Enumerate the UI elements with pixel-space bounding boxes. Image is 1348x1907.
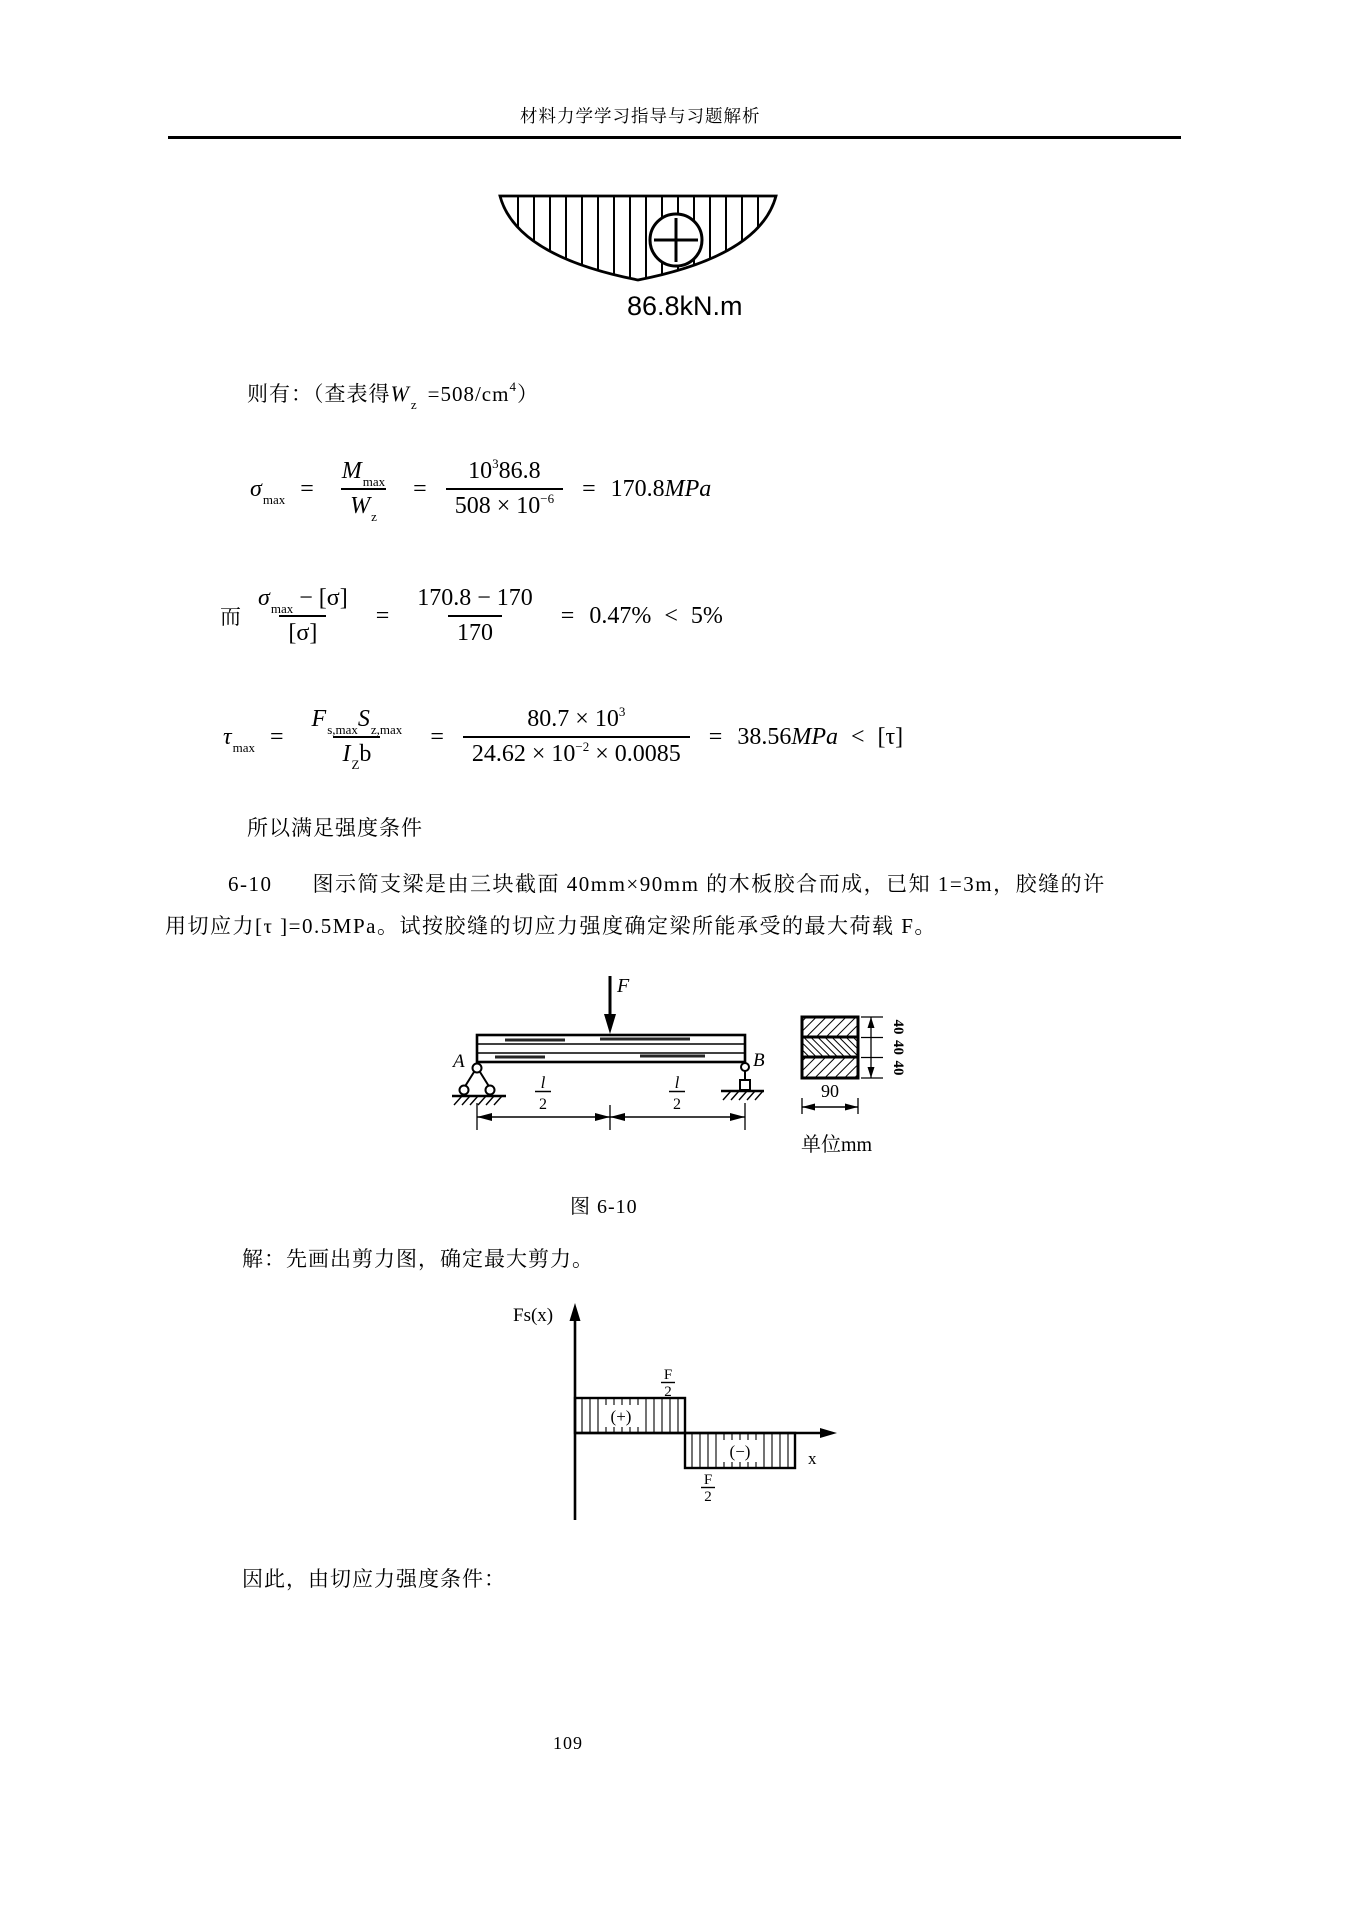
formula-stress-check: 而 $\frac{\sigma\max - [\sigma]}{[\sigma]}$ = $\frac{170.8 - 170}{170}$ = 0.47% < 5%	[220, 585, 723, 646]
frac-tau-numeric: $\frac{80.7 \times 103}{24.62 \times 10-2 \times 0.0085}$	[463, 706, 690, 768]
dim-arrow-icon	[610, 1113, 625, 1121]
frac-sigma-numeric: $\frac{10386.8}{508 \times 10-6}$	[446, 458, 563, 520]
svg-text:2: 2	[664, 1384, 672, 1400]
board-stack	[802, 1017, 858, 1078]
dim-arrow-icon	[845, 1104, 858, 1111]
moment-value-label: 86.8kN.m	[627, 291, 743, 321]
check-prefix: 而	[220, 605, 241, 629]
bending-moment-diagram	[498, 192, 780, 292]
then-sup: 4	[509, 379, 517, 394]
y-axis-arrowhead-icon	[570, 1303, 581, 1321]
formula-tau-max: τmax = $\frac{\text{Fs,maxSz,max}}{\text{IZb}}$ = $\frac{80.7 \times 103}{24.62 \times 10-2 \times 0.0085}$ = 38.56MPa < [τ]	[223, 704, 904, 772]
sigma-var: σ	[250, 475, 262, 502]
negative-label: (−)	[729, 1442, 751, 1461]
pos-value-fraction	[661, 1367, 675, 1400]
svg-text:F: F	[703, 1472, 713, 1488]
wz-var: W	[390, 381, 410, 406]
dim-left-num: l	[540, 1073, 546, 1092]
dim-arrow-icon	[868, 1017, 875, 1028]
then-prefix: 则有：（查表得	[247, 382, 391, 406]
svg-text:2: 2	[704, 1489, 712, 1505]
width-label: 90	[821, 1081, 839, 1101]
unit-note: 单位mm	[801, 1134, 873, 1156]
force-arrowhead-icon	[604, 1014, 616, 1034]
positive-label: (+)	[610, 1407, 632, 1426]
check-limit: 5%	[690, 602, 723, 629]
figure-caption: 图 6-10	[570, 1196, 638, 1218]
height-dimension	[861, 1017, 906, 1078]
problem-line-1	[228, 868, 1106, 898]
dim-left-den: 2	[539, 1096, 547, 1113]
dim-arrow-icon	[595, 1113, 610, 1121]
problem-number: 6-10	[228, 872, 273, 896]
conclusion-line: 所以满足强度条件	[247, 816, 423, 840]
tau-limit: [τ]	[877, 723, 904, 750]
problem-text-1: 图示简支梁是由三块截面 40mm×90mm 的木板胶合而成，已知 1=3m，胶缝的许	[312, 872, 1106, 896]
moment-hatch-lines	[518, 196, 758, 284]
board-texture	[495, 1039, 705, 1057]
support-b-label: B	[753, 1050, 765, 1071]
force-label: F	[617, 975, 630, 997]
glue-lines	[477, 1044, 745, 1053]
tau-unit: MPa	[791, 723, 838, 750]
page-number: 109	[553, 1733, 583, 1753]
moment-curve-outline	[500, 196, 776, 280]
formula-sigma-max: σmax = $\frac{Mmax}{Wz}$ = $\frac{10386.8}{508 \times 10-6}$ = 170.8MPa	[250, 456, 712, 524]
height-label-3: 40	[890, 1060, 906, 1076]
tau-var: τ	[223, 723, 232, 750]
x-axis-label: x	[808, 1449, 817, 1468]
frac-fs-smax: $\frac{\text{Fs,maxSz,max}}{\text{IZb}}$	[311, 706, 403, 772]
dim-arrow-icon	[477, 1113, 492, 1121]
header-rule	[168, 136, 1181, 139]
dim-arrow-icon	[730, 1113, 745, 1121]
page-header-title: 材料力学学习指导与习题解析	[520, 106, 761, 126]
beam-diagram	[450, 962, 780, 1147]
dim-right-num: l	[674, 1073, 680, 1092]
height-label-2: 40	[890, 1040, 906, 1055]
frac-mmax-wz: $\frac{Mmax}{Wz}$	[341, 458, 386, 524]
span-dimension	[477, 1073, 745, 1130]
frac-sigma-check: $\frac{\sigma\max - [\sigma]}{[\sigma]}$	[258, 585, 348, 646]
width-dimension	[802, 1081, 858, 1114]
dim-right-den: 2	[673, 1096, 681, 1113]
cross-section-diagram	[795, 1008, 945, 1163]
dim-arrow-icon	[868, 1067, 875, 1078]
check-result: 0.47%	[589, 602, 652, 629]
dim-arrow-icon	[802, 1104, 815, 1111]
tau-result: 38.56	[737, 723, 792, 750]
svg-text:F: F	[663, 1367, 673, 1383]
neg-value-fraction	[701, 1472, 715, 1505]
then-value: =508/cm	[427, 382, 510, 406]
shear-force-diagram	[505, 1298, 875, 1528]
wz-sub: z	[410, 397, 418, 412]
solution-line: 解：先画出剪力图，确定最大剪力。	[242, 1247, 594, 1271]
sigma-result: 170.8	[610, 475, 665, 502]
sigma-unit: MPa	[664, 475, 712, 502]
shear-axis-label: Fs(x)	[513, 1305, 554, 1326]
support-a-label: A	[453, 1051, 465, 1072]
then-line	[247, 378, 539, 412]
height-label-1: 40	[890, 1019, 906, 1035]
x-axis-arrowhead-icon	[820, 1428, 837, 1438]
closing-line: 因此，由切应力强度条件：	[242, 1567, 506, 1591]
frac-check-numeric: $\frac{170.8 - 170}{170}$	[417, 585, 533, 646]
problem-line-2: 用切应力[τ ]=0.5MPa。试按胶缝的切应力强度确定梁所能承受的最大荷载 F。	[165, 914, 937, 938]
then-close: ）	[516, 382, 539, 406]
